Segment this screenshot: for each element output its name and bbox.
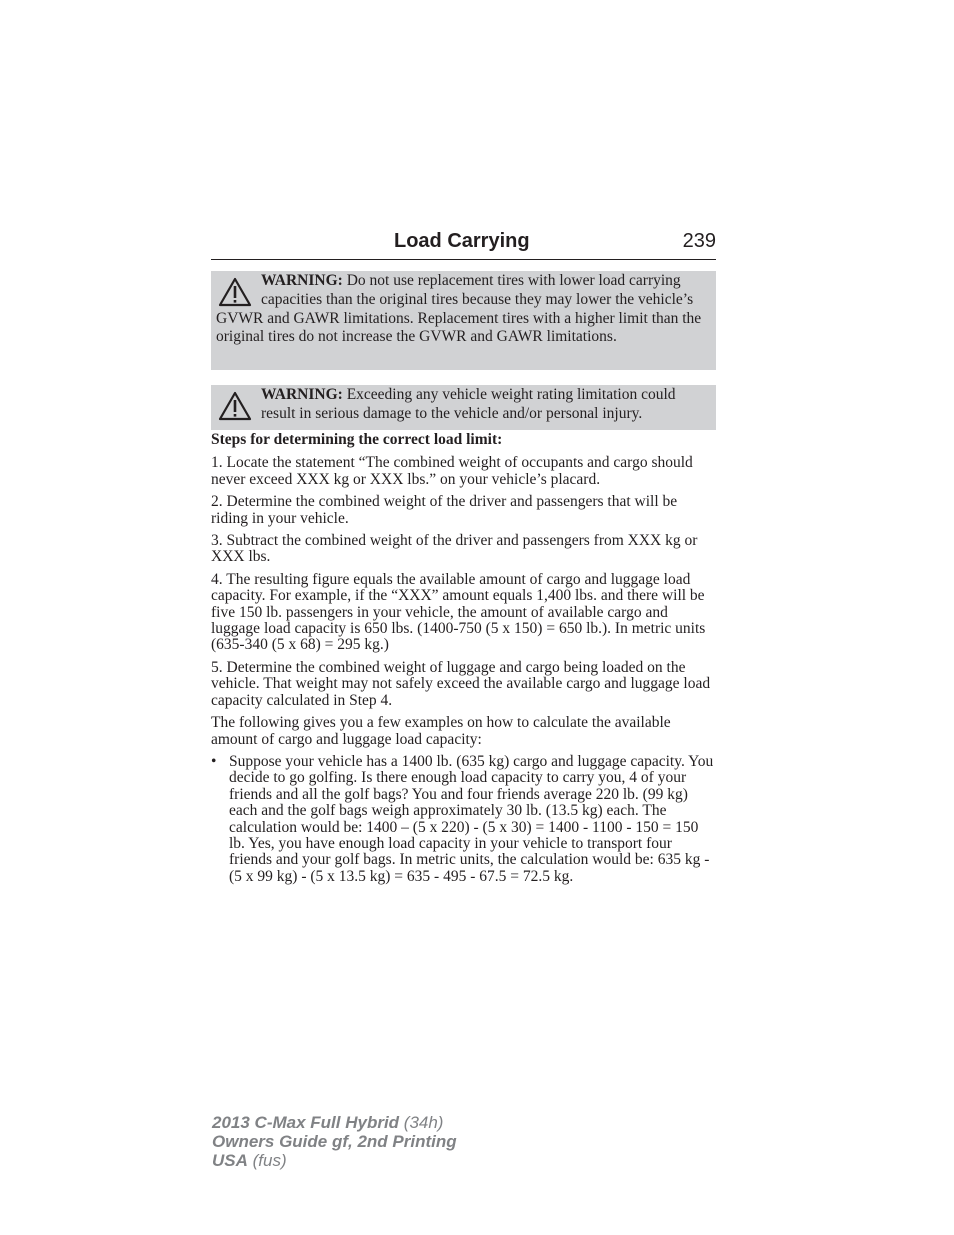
page-header bbox=[211, 229, 716, 260]
footer-line bbox=[212, 1132, 457, 1151]
example-text: Suppose your vehicle has a 1400 lb. (635 kg) cargo and luggage capacity. You decide to go golfing. Is there enough load capacity to carry you, 4 of your friends and all the golf bags? You and four friends average 220 lb. (99 kg) each and the golf bags weigh approximately 30 lb. (13.5 kg) each. The calculation would be: 1400 – (5 x 220) - (5 x 30) = 1400 - 1100 - 150 = 150 lb. Yes, you have enough load capacity in your vehicle to transport four friends and your golf bags. In metric units, the calculation would be: 635 kg - (5 x 99 kg) - (5 x 13.5 kg) = 635 - 495 - 67.5 = 72.5 kg. bbox=[229, 752, 714, 885]
step-item: 1. Locate the statement “The combined weight of occupants and cargo should never exceed XXX kg or XXX lbs.” on your vehicle’s placard. bbox=[211, 454, 693, 488]
warning-text: Do not use replacement tires with lower load carrying capacities than the original tires because they may lower the vehicle’s GVWR and GAWR limitations. Replacement tires with a higher limit than the original tires do not increase the GVWR and GAWR limitations. bbox=[216, 272, 702, 346]
footer-market: USA bbox=[212, 1151, 248, 1170]
footer-line bbox=[212, 1151, 457, 1170]
warning-box bbox=[211, 385, 716, 430]
warning-triangle-icon bbox=[218, 391, 252, 421]
bullet-icon: • bbox=[211, 752, 217, 770]
footer-model-code: (34h) bbox=[399, 1113, 444, 1132]
example-bullet bbox=[211, 754, 716, 885]
step-item: 2. Determine the combined weight of the driver and passengers that will be riding in your vehicle. bbox=[211, 493, 678, 527]
warning-text: Exceeding any vehicle weight rating limitation could result in serious damage to the vehicle and/or personal injury. bbox=[261, 386, 676, 422]
step-item: 5. Determine the combined weight of luggage and cargo being loaded on the vehicle. That weight may not safely exceed the available cargo and luggage load capacity calculated in Step 4. bbox=[211, 658, 711, 709]
footer-line bbox=[212, 1113, 457, 1132]
step-item: 4. The resulting figure equals the available amount of cargo and luggage load capacity. For example, if the “XXX” amount equals 1,400 lbs. and there will be five 150 lb. passengers in your vehicle, the amount of available cargo and luggage load capacity is 650 lbs. (1400-750 (5 x 150) = 650 lb.). In metric units (635-340 (5 x 68) = 295 kg.) bbox=[211, 570, 706, 654]
step-item: 3. Subtract the combined weight of the driver and passengers from XXX kg or XXX lbs. bbox=[211, 532, 698, 566]
warning-box bbox=[211, 271, 716, 370]
examples-intro: The following gives you a few examples on how to calculate the available amount of cargo and luggage load capacity: bbox=[211, 714, 671, 748]
warning-label: WARNING: bbox=[261, 272, 343, 289]
footer-market-code: (fus) bbox=[247, 1151, 287, 1170]
page-footer bbox=[212, 1113, 457, 1170]
warning-label: WARNING: bbox=[261, 386, 343, 403]
steps-heading: Steps for determining the correct load limit: bbox=[211, 431, 503, 448]
page-number: 239 bbox=[682, 230, 716, 252]
section-title: Load Carrying bbox=[394, 230, 530, 252]
footer-guide: Owners Guide gf, 2nd Printing bbox=[212, 1132, 457, 1151]
warning-triangle-icon bbox=[218, 277, 252, 307]
body-content bbox=[211, 432, 716, 885]
footer-model: 2013 C-Max Full Hybrid bbox=[212, 1113, 400, 1132]
